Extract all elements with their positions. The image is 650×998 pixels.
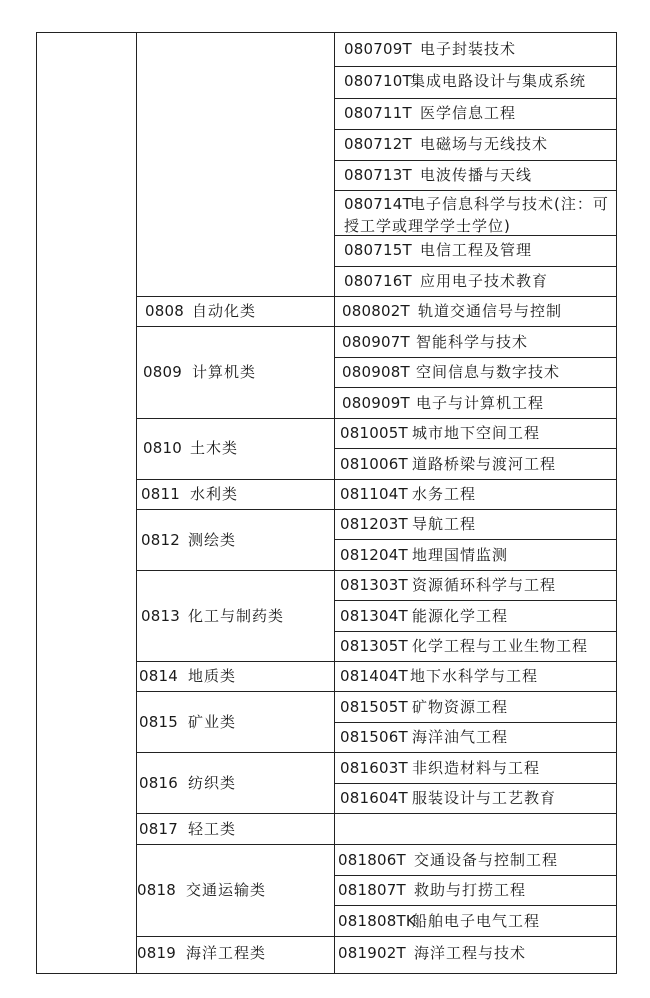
category-code: 0813 xyxy=(141,607,180,625)
major-name: 城市地下空间工程 xyxy=(412,424,541,442)
major-code: 081808TK xyxy=(338,912,416,930)
major-name: 电信工程及管理 xyxy=(420,241,533,259)
row-line xyxy=(334,357,616,358)
major-code: 080714T xyxy=(344,195,412,213)
table-border-left xyxy=(36,32,37,974)
major-name: 交通设备与控制工程 xyxy=(414,851,559,869)
group-line xyxy=(136,661,616,662)
category-name: 纺织类 xyxy=(188,774,237,792)
major-code: 081404T xyxy=(340,667,408,685)
major-name: 医学信息工程 xyxy=(420,104,517,122)
major-name: 水务工程 xyxy=(412,485,477,503)
category-code: 0812 xyxy=(141,531,180,549)
major-name: 非织造材料与工程 xyxy=(412,759,541,777)
group-line xyxy=(136,296,616,297)
major-code: 081005T xyxy=(340,424,408,442)
category-code: 0819 xyxy=(137,944,176,962)
category-code: 0817 xyxy=(139,820,178,838)
category-name: 矿业类 xyxy=(188,713,237,731)
major-code: 081305T xyxy=(340,637,408,655)
table-divider-col1 xyxy=(136,32,137,974)
row-line xyxy=(334,539,616,540)
major-code: 081303T xyxy=(340,576,408,594)
category-name: 土木类 xyxy=(190,439,239,457)
category-code: 0809 xyxy=(143,363,182,381)
major-code: 080907T xyxy=(342,333,410,351)
major-name: 电子信息科学与技术(注：可授工学或理学学士学位) xyxy=(344,195,609,235)
group-line xyxy=(136,844,616,845)
major-code: 081203T xyxy=(340,515,408,533)
category-name: 计算机类 xyxy=(192,363,257,381)
major-code: 081603T xyxy=(340,759,408,777)
major-name: 救助与打捞工程 xyxy=(414,881,527,899)
major-code: 080908T xyxy=(342,363,410,381)
group-line xyxy=(136,752,616,753)
major-code: 080909T xyxy=(342,394,410,412)
row-line xyxy=(334,66,616,67)
major-code: 080715T xyxy=(344,241,412,259)
major-code: 080710T xyxy=(344,72,412,90)
row-line xyxy=(334,448,616,449)
table-divider-col2 xyxy=(334,32,335,974)
group-line xyxy=(136,570,616,571)
major-name: 服装设计与工艺教育 xyxy=(412,789,557,807)
group-line xyxy=(136,813,616,814)
major-name: 船舶电子电气工程 xyxy=(412,912,541,930)
major-name: 电波传播与天线 xyxy=(420,166,533,184)
category-code: 0816 xyxy=(139,774,178,792)
row-line xyxy=(334,600,616,601)
major-code: 081006T xyxy=(340,455,408,473)
row-line xyxy=(334,160,616,161)
major-code: 080709T xyxy=(344,40,412,58)
major-name: 智能科学与技术 xyxy=(416,333,529,351)
category-code: 0814 xyxy=(139,667,178,685)
group-line xyxy=(136,479,616,480)
major-code: 081104T xyxy=(340,485,408,503)
category-name: 测绘类 xyxy=(188,531,237,549)
major-code: 081304T xyxy=(340,607,408,625)
group-line xyxy=(136,691,616,692)
row-line xyxy=(334,783,616,784)
major-name: 道路桥梁与渡河工程 xyxy=(412,455,557,473)
group-line xyxy=(136,418,616,419)
major-name: 空间信息与数字技术 xyxy=(416,363,561,381)
category-name: 化工与制药类 xyxy=(188,607,285,625)
major-name: 化学工程与工业生物工程 xyxy=(412,637,589,655)
row-line xyxy=(334,631,616,632)
table-border-right xyxy=(616,32,617,974)
category-name: 轻工类 xyxy=(188,820,237,838)
major-code: 081806T xyxy=(338,851,406,869)
major-code: 081204T xyxy=(340,546,408,564)
major-code: 080802T xyxy=(342,302,410,320)
major-name: 地下水科学与工程 xyxy=(410,667,539,685)
major-name: 海洋油气工程 xyxy=(412,728,509,746)
row-line xyxy=(334,875,616,876)
category-name: 海洋工程类 xyxy=(186,944,267,962)
major-name: 海洋工程与技术 xyxy=(414,944,527,962)
group-line xyxy=(136,326,616,327)
row-line xyxy=(334,129,616,130)
major-name: 电子封装技术 xyxy=(420,40,517,58)
category-code: 0815 xyxy=(139,713,178,731)
row-line xyxy=(334,98,616,99)
major-code: 081604T xyxy=(340,789,408,807)
group-line xyxy=(136,936,616,937)
major-code: 080713T xyxy=(344,166,412,184)
row-line xyxy=(334,266,616,267)
major-name: 轨道交通信号与控制 xyxy=(418,302,563,320)
major-code: 081902T xyxy=(338,944,406,962)
major-code: 080711T xyxy=(344,104,412,122)
category-name: 自动化类 xyxy=(192,302,257,320)
major-code: 081807T xyxy=(338,881,406,899)
category-name: 地质类 xyxy=(188,667,237,685)
group-line xyxy=(136,509,616,510)
major-name: 导航工程 xyxy=(412,515,477,533)
major-name: 能源化学工程 xyxy=(412,607,509,625)
row-line xyxy=(334,905,616,906)
major-name: 资源循环科学与工程 xyxy=(412,576,557,594)
row-line xyxy=(334,387,616,388)
row-line xyxy=(334,190,616,191)
category-code: 0810 xyxy=(143,439,182,457)
row-line xyxy=(334,722,616,723)
major-name: 集成电路设计与集成系统 xyxy=(410,72,587,90)
major-name: 电子与计算机工程 xyxy=(416,394,545,412)
major-name: 应用电子技术教育 xyxy=(420,272,549,290)
major-code: 080716T xyxy=(344,272,412,290)
major-name: 地理国情监测 xyxy=(412,546,509,564)
category-code: 0808 xyxy=(145,302,184,320)
major-name: 电磁场与无线技术 xyxy=(420,135,549,153)
major-code: 081505T xyxy=(340,698,408,716)
major-name: 矿物资源工程 xyxy=(412,698,509,716)
category-name: 水利类 xyxy=(190,485,239,503)
table-border-top xyxy=(36,32,616,33)
category-code: 0811 xyxy=(141,485,180,503)
major-code: 080712T xyxy=(344,135,412,153)
table-border-bottom xyxy=(36,973,616,974)
category-name: 交通运输类 xyxy=(186,881,267,899)
category-code: 0818 xyxy=(137,881,176,899)
major-code: 081506T xyxy=(340,728,408,746)
